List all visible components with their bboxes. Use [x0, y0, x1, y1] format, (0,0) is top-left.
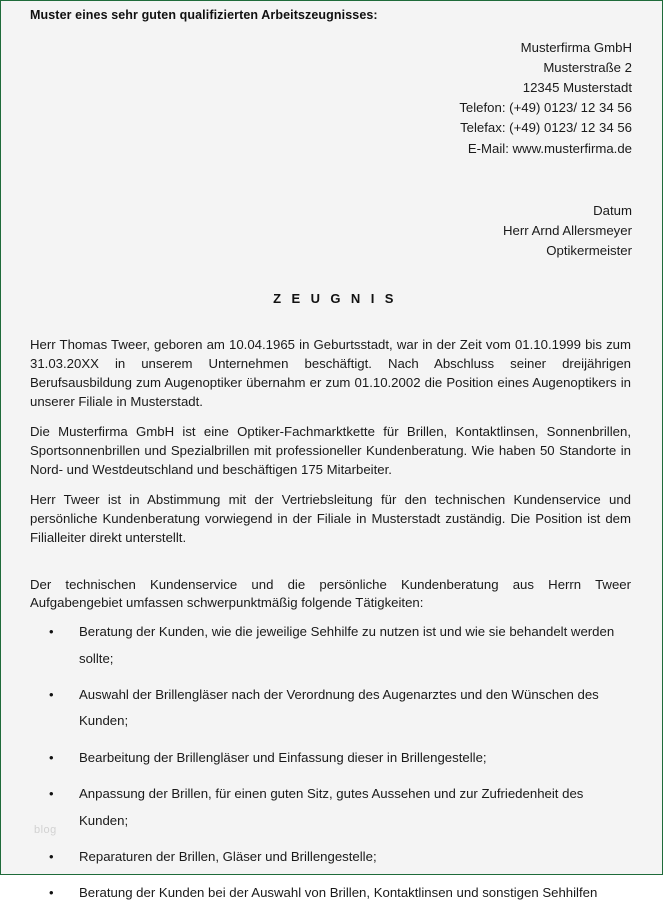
heading-spacer-top — [30, 261, 632, 291]
bullet-icon: • — [49, 885, 54, 901]
bullet-icon: • — [49, 848, 54, 864]
company-name: Musterfirma GmbH — [520, 39, 632, 55]
paragraph-role-description: Herr Tweer ist in Abstimmung mit der Vertriebsleitung für den technischen Kundenservice und persönliche Kundenberatung vorwiegend in der Filiale in Musterstadt zuständig. Die Position ist dem Filialleiter direkt unterstellt. — [30, 492, 631, 545]
tasks-spacer — [30, 560, 632, 576]
paragraph-employment-period: Herr Thomas Tweer, geboren am 10.04.1965 in Geburtsstadt, war in der Zeit vom 01.10.1999 bis zum 31.03.20XX in unserem Unternehmen beschäftigt. Nach Abschluss seiner dreijährigen Berufsausbildung zum Augenoptiker übernahm er zum 01.10.2002 die Position eines Augenoptikers in unserer Filiale in Musterstadt. — [30, 337, 631, 409]
list-item — [30, 619, 632, 672]
list-item-label: Reparaturen der Brillen, Gläser und Brillengestelle; — [79, 848, 377, 864]
document-sheet — [1, 1, 662, 901]
list-item-label: Bearbeitung der Brillengläser und Einfassung dieser in Brillengestelle; — [79, 749, 487, 765]
tasks-list — [30, 619, 632, 907]
bullet-icon: • — [49, 749, 54, 765]
bullet-icon: • — [49, 686, 54, 702]
paragraph-tasks-intro: Der technischen Kundenservice und die persönliche Kundenberatung aus Herrn Tweer Aufgabengebiet umfassen schwerpunktmäßig folgende Tätigkeiten: — [30, 576, 631, 611]
list-item-label: Beratung der Kunden, wie die jeweilige Sehhilfe zu nutzen ist und wie sie behandelt werden sollte; — [79, 624, 615, 666]
list-item-label: Auswahl der Brillengläser nach der Verordnung des Augenarztes und den Wünschen des Kunden; — [79, 686, 599, 729]
bullet-icon: • — [49, 624, 54, 640]
company-city: 12345 Musterstadt — [522, 80, 632, 95]
recipient-role: Optikermeister — [546, 243, 632, 259]
list-item — [30, 745, 632, 771]
zeugnis-heading: Z E U G N I S — [273, 291, 397, 307]
paragraph-company-profile: Die Musterfirma GmbH ist eine Optiker-Fachmarktkette für Brillen, Kontaktlinsen, Sonnenbrillen, Sportsonnenbrillen und Spezialbrillen mit professioneller Kundenberatung. Wie haben 50 Standorte in Nord- und Westdeutschland und beschäftigen 175 Mitarbeiter. — [30, 424, 631, 477]
company-street: Musterstraße 2 — [543, 59, 632, 75]
company-email: E-Mail: www.musterfirma.de — [467, 140, 632, 156]
header-spacer — [30, 159, 632, 201]
company-address-block — [30, 38, 632, 159]
page-title: Muster eines sehr guten qualifizierten Arbeitszeugnisses: — [30, 8, 378, 22]
blog-watermark: blog — [34, 824, 57, 836]
document-date: Datum — [593, 202, 632, 218]
list-item — [30, 781, 632, 834]
list-item-label: Anpassung der Brillen, für einen guten Sitz, gutes Aussehen und zur Zufriedenheit des Kunden; — [79, 786, 584, 828]
bullet-icon: • — [49, 786, 54, 802]
list-item — [30, 880, 632, 906]
list-item-label: Beratung der Kunden bei der Auswahl von Brillen, Kontaktlinsen und sonstigen Sehhilfen — [79, 885, 598, 901]
company-phone: Telefon: (+49) 0123/ 12 34 56 — [459, 100, 632, 116]
recipient-name: Herr Arnd Allersmeyer — [503, 222, 632, 238]
list-item — [30, 682, 632, 735]
company-fax: Telefax: (+49) 0123/ 12 34 56 — [460, 120, 632, 136]
list-item — [30, 844, 632, 870]
heading-spacer-bottom — [30, 306, 632, 336]
recipient-block — [30, 201, 632, 262]
